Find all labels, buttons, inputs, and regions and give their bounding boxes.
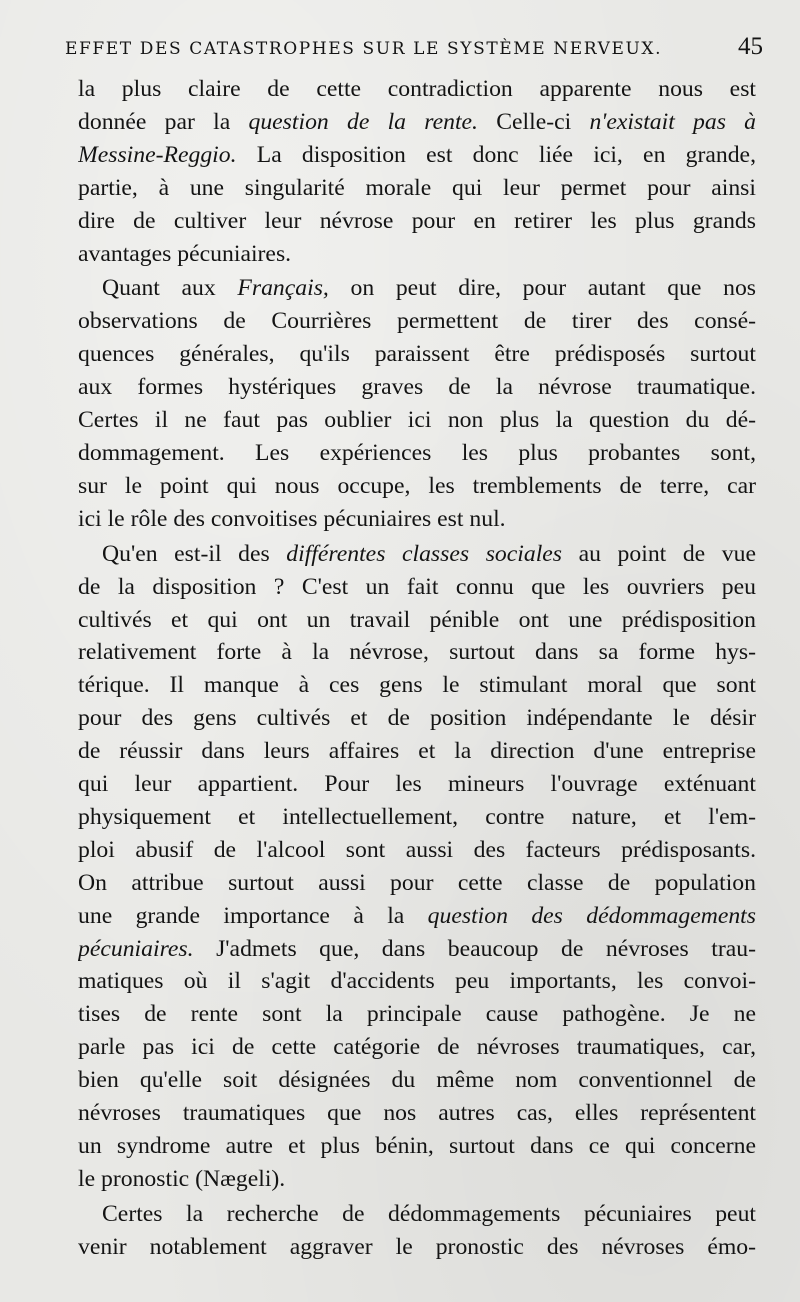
italic-text: différentes classes sociales [286,540,563,567]
text-segment: venir notablement aggraver le pronostic des névroses émo- [78,1233,756,1260]
page-number: 45 [738,33,763,60]
text-line [78,768,756,801]
text-line [78,834,756,867]
text-line [78,139,756,172]
text-segment: pour des gens cultivés et de position indépendante le désir [78,705,756,732]
text-line [78,669,756,702]
text-line [78,965,756,998]
text-segment: La disposition est donc liée ici, en grande, [236,141,756,168]
text-segment: ici le rôle des convoitises pécuniaires est nul. [78,505,506,532]
text-segment: relativement forte à la névrose, surtout dans sa forme hys- [78,639,756,666]
text-line [78,272,756,305]
text-segment: Quant aux [102,275,238,302]
text-line [78,470,756,503]
italic-text: pécuniaires. [78,935,194,962]
text-line [78,172,756,205]
text-line [78,404,756,437]
text-line [78,1097,756,1130]
text-line [78,998,756,1031]
text-line [78,1231,756,1264]
text-segment: la plus claire de cette contradiction apparente nous est [78,76,756,102]
text-line [78,735,756,768]
text-segment: avantages pécuniaires. [78,240,292,267]
running-head: EFFET DES CATASTROPHES SUR LE SYSTÈME NERVEUX. [65,39,663,59]
page-header [65,33,763,69]
text-segment: Certes la recherche de dédommagements pécuniaires peut [102,1200,756,1227]
text-segment: matiques où il s'agit d'accidents peu importants, les convoi- [78,968,756,995]
text-segment: un syndrome autre et plus bénin, surtout dans ce qui concerne [78,1133,756,1159]
text-segment: dire de cultiver leur névrose pour en retirer les plus grands [78,207,756,234]
text-line [78,437,756,470]
text-line [78,205,756,238]
text-segment: on peut dire, pour autant que nos [328,275,756,302]
text-segment: de la disposition ? C'est un fait connu que les ouvriers peu [78,573,756,600]
text-segment: On attribue surtout aussi pour cette classe de population [78,869,756,896]
text-line [78,604,756,637]
text-line [78,571,756,604]
text-segment: dommagement. Les expériences les plus probantes sont, [78,439,756,466]
italic-text: question de la rente. [248,108,478,135]
text-line [78,867,756,900]
italic-text: Messine-Reggio. [78,141,237,168]
text-segment: de réussir dans leurs affaires et la direction d'une entreprise [78,738,756,765]
text-line [78,503,756,536]
text-segment: névroses traumatiques que nos autres cas, elles représentent [78,1100,756,1127]
text-segment: partie, à une singularité morale qui leur permet pour ainsi [78,174,756,201]
italic-text: n'existait pas à [589,108,756,135]
text-segment: tises de rente sont la principale cause pathogène. Je ne [78,1001,756,1028]
text-line [78,238,756,271]
italic-text: Français, [237,275,329,302]
text-segment: au point de vue [562,540,756,567]
text-segment: aux formes hystériques graves de la névrose traumatique. [78,374,756,401]
text-segment: Qu'en est-il des [102,540,287,567]
text-line [78,900,756,933]
text-line [78,1130,756,1163]
text-line [78,702,756,735]
text-segment: sur le point qui nous occupe, les tremblements de terre, car [78,472,756,499]
text-segment: Certes il ne faut pas oublier ici non plus la question du dé- [78,407,756,434]
text-segment: bien qu'elle soit désignées du même nom conventionnel de [78,1067,756,1094]
text-segment: qui leur appartient. Pour les mineurs l'ouvrage exténuant [78,771,756,798]
italic-text: question des dédommagements [427,902,756,929]
text-line [78,73,756,106]
text-line [78,933,756,966]
text-line [78,538,756,571]
text-segment: térique. Il manque à ces gens le stimulant moral que sont [78,672,756,699]
text-segment: une grande importance à la [78,902,428,929]
text-line [78,1064,756,1097]
text-segment: observations de Courrières permettent de tirer des consé- [78,308,756,335]
text-segment: donnée par la [78,108,249,135]
text-segment: J'admets que, dans beaucoup de névroses trau- [193,935,756,962]
text-segment: cultivés et qui ont un travail pénible ont une prédisposition [78,606,756,633]
text-line [78,338,756,371]
text-segment: ploi abusif de l'alcool sont aussi des facteurs prédisposants. [78,836,756,863]
text-segment: physiquement et intellectuellement, contre nature, et l'em- [78,803,756,830]
text-line [78,636,756,669]
text-segment: le pronostic (Nægeli). [78,1165,286,1192]
text-segment: quences générales, qu'ils paraissent être prédisposés surtout [78,341,756,368]
text-line [78,1031,756,1064]
text-line [78,1163,756,1196]
body-text [78,73,756,1264]
text-line [78,801,756,834]
text-line [78,106,756,139]
text-segment: parle pas ici de cette catégorie de névroses traumatiques, car, [78,1034,756,1061]
text-line [78,371,756,404]
text-line [78,1198,756,1231]
text-line [78,305,756,338]
text-segment: Celle-ci [477,108,590,135]
